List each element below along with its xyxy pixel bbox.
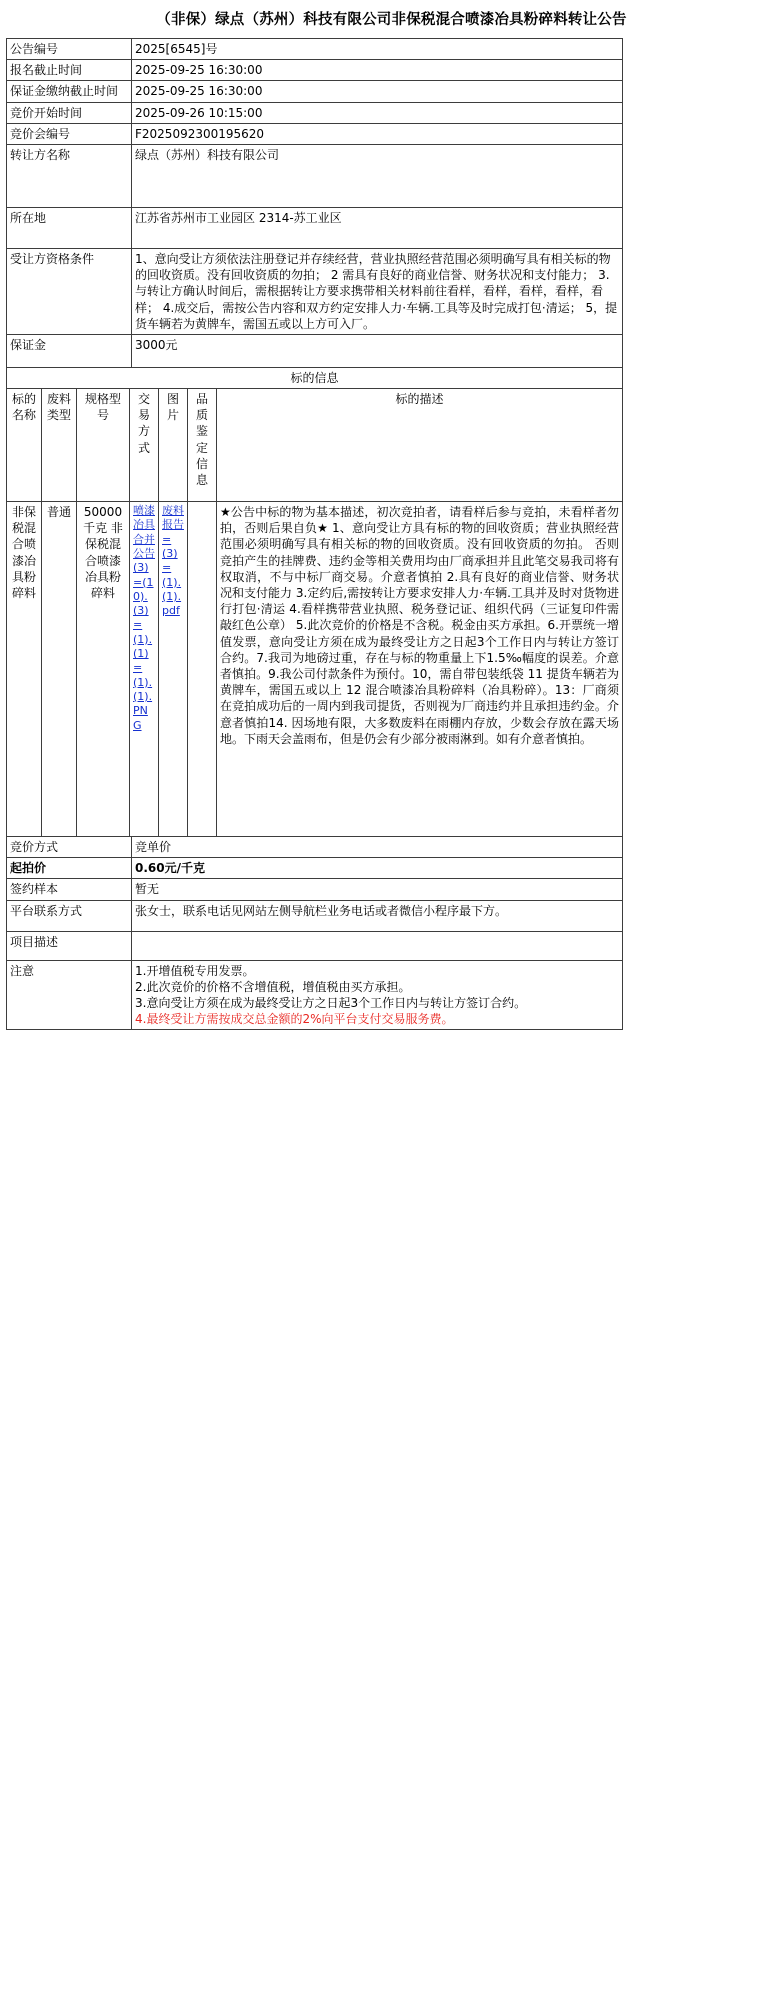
signup-deadline-value: 2025-09-25 16:30:00 xyxy=(132,60,623,81)
pricing-table xyxy=(6,836,623,1030)
table-row xyxy=(7,81,623,102)
table-row xyxy=(7,900,623,931)
notice-item: 1.开增值税专用发票。 xyxy=(135,963,255,978)
notice-value xyxy=(132,960,623,1030)
col-header-trade-mode: 交易方式 xyxy=(130,389,159,502)
deposit-label: 保证金 xyxy=(7,334,132,367)
cell-spec: 非保税混合喷漆冶具粉碎料 xyxy=(84,521,123,600)
notice-item: 2.此次竞价的价格不含增值税，增值税由买方承担。 xyxy=(135,979,411,994)
cell-quantity: 50000千克 xyxy=(83,505,123,536)
cell-waste-type: 普通 xyxy=(42,502,77,837)
deposit-value: 3000元 xyxy=(132,334,623,367)
table-row xyxy=(7,858,623,879)
cell-image xyxy=(159,502,188,837)
table-row xyxy=(7,248,623,334)
bid-method-label: 竞价方式 xyxy=(7,837,132,858)
cell-trade-mode xyxy=(130,502,159,837)
notice-no-value: 2025[6545]号 xyxy=(132,39,623,60)
cell-description: ★公告中标的物为基本描述，初次竞拍者，请看样后参与竞拍，未看样者勿拍，否则后果自负★ 1、意向受让方具有标的物的回收资质；营业执照经营范围必须明确写具有相关标的物的回收资质。没有回收资质的勿拍。 否则竞拍产生的挂牌费、违约金等相关费用均由厂商承担并且此笔交易我司将有权取消，不与中标厂商交易。介意者慎拍 2.具有良好的商业信誉、财务状况和支付能力 3.定约后,需按转让方要求安排人力·车辆.工具并及时对货物进行打包·清运 4.看样携带营业执照、税务登记证、组织代码（三证复印件需敲红色公章） 5.此次竞价的价格是不含税。税金由买方承担。6.开票统一增值发票，意向受让方须在成为最终受让方之日起3个工作日内与转让方签订合约。7.我司为地磅过重，存在与标的物重量上下1.5‰幅度的误差。介意者慎拍。9.我公司付款条件为预付。10，需自带包装纸袋 11 提货车辆若为黄牌车，需国五或以上 12 混合喷漆冶具粉碎料（冶具粉碎）。13：厂商须在竞拍成功后的一周内到我司提货，否则视为厂商违约并且承担违约金。介意者慎拍14. 因场地有限，大多数废料在雨棚内存放，少数会存放在露天场地。下雨天会盖雨布，但是仍会有少部分被雨淋到。如有介意者慎拍。 xyxy=(217,502,623,837)
col-header-image: 图片 xyxy=(159,389,188,502)
transferor-value: 绿点（苏州）科技有限公司 xyxy=(132,144,623,207)
cell-quality-info xyxy=(188,502,217,837)
notice-no-label: 公告编号 xyxy=(7,39,132,60)
attachment-image-link[interactable]: 喷漆冶具合并公告(3)=(10).(3)=(1).(1)=(1).(1).PNG xyxy=(133,504,155,732)
location-label: 所在地 xyxy=(7,207,132,248)
table-row xyxy=(7,367,623,388)
platform-contact-value: 张女士，联系电话见网站左侧导航栏业务电话或者微信小程序最下方。 xyxy=(132,900,623,931)
table-header-row xyxy=(7,389,623,502)
qualification-value: 1、意向受让方须依法注册登记并存续经营，营业执照经营范围必须明确写具有相关标的物的回收资质。没有回收资质的勿拍； 2 需具有良好的商业信誉、财务状况和支付能力； 3.与转让方确认时间后，需根据转让方要求携带相关材料前往看样，看样，看样，看样，看样； 4.成交后，需按公告内容和双方约定安排人力·车辆.工具等及时完成打包·清运； 5，提货车辆若为黄牌车，需国五或以上方可入厂。 xyxy=(132,248,623,334)
subject-detail-table xyxy=(6,388,623,837)
table-row xyxy=(7,60,623,81)
table-row xyxy=(7,879,623,900)
deposit-deadline-value: 2025-09-25 16:30:00 xyxy=(132,81,623,102)
table-row xyxy=(7,144,623,207)
location-value: 江苏省苏州市工业园区 2314-苏工业区 xyxy=(132,207,623,248)
notice-label: 注意 xyxy=(7,960,132,1030)
bid-start-label: 竞价开始时间 xyxy=(7,102,132,123)
table-row xyxy=(7,123,623,144)
contract-sample-value: 暂无 xyxy=(132,879,623,900)
start-price-value: 0.60元/千克 xyxy=(132,858,623,879)
start-price-label: 起拍价 xyxy=(7,858,132,879)
signup-deadline-label: 报名截止时间 xyxy=(7,60,132,81)
table-row xyxy=(7,502,623,837)
table-row xyxy=(7,334,623,367)
table-row xyxy=(7,931,623,960)
col-header-name: 标的名称 xyxy=(7,389,42,502)
bid-meeting-label: 竞价会编号 xyxy=(7,123,132,144)
col-header-quality: 品质鉴定信息 xyxy=(188,389,217,502)
col-header-description: 标的描述 xyxy=(217,389,623,502)
table-row xyxy=(7,39,623,60)
project-desc-label: 项目描述 xyxy=(7,931,132,960)
col-header-spec: 规格型号 xyxy=(77,389,130,502)
project-desc-value xyxy=(132,931,623,960)
table-row xyxy=(7,837,623,858)
cell-subject-name: 非保税混合喷漆冶具粉碎料 xyxy=(7,502,42,837)
notice-item-fee: 4.最终受让方需按成交总金额的2%向平台支付交易服务费。 xyxy=(135,1012,454,1027)
table-row xyxy=(7,102,623,123)
contract-sample-label: 签约样本 xyxy=(7,879,132,900)
bid-meeting-value: F2025092300195620 xyxy=(132,123,623,144)
qualification-label: 受让方资格条件 xyxy=(7,248,132,334)
cell-qty-spec xyxy=(77,502,130,837)
notice-item: 3.意向受让方须在成为最终受让方之日起3个工作日内与转让方签订合约。 xyxy=(135,996,527,1010)
deposit-deadline-label: 保证金缴纳截止时间 xyxy=(7,81,132,102)
platform-contact-label: 平台联系方式 xyxy=(7,900,132,931)
transferor-label: 转让方名称 xyxy=(7,144,132,207)
bid-method-value: 竞单价 xyxy=(132,837,623,858)
section-title-subject-info: 标的信息 xyxy=(7,367,623,388)
announcement-table xyxy=(6,38,623,389)
table-row xyxy=(7,207,623,248)
page-title: （非保）绿点（苏州）科技有限公司非保税混合喷漆冶具粉碎料转让公告 xyxy=(156,12,627,28)
table-row xyxy=(7,960,623,1030)
attachment-pdf-link[interactable]: 废料报告=(3)=(1).(1).pdf xyxy=(162,504,184,618)
col-header-waste-type: 废料类型 xyxy=(42,389,77,502)
bid-start-value: 2025-09-26 10:15:00 xyxy=(132,102,623,123)
